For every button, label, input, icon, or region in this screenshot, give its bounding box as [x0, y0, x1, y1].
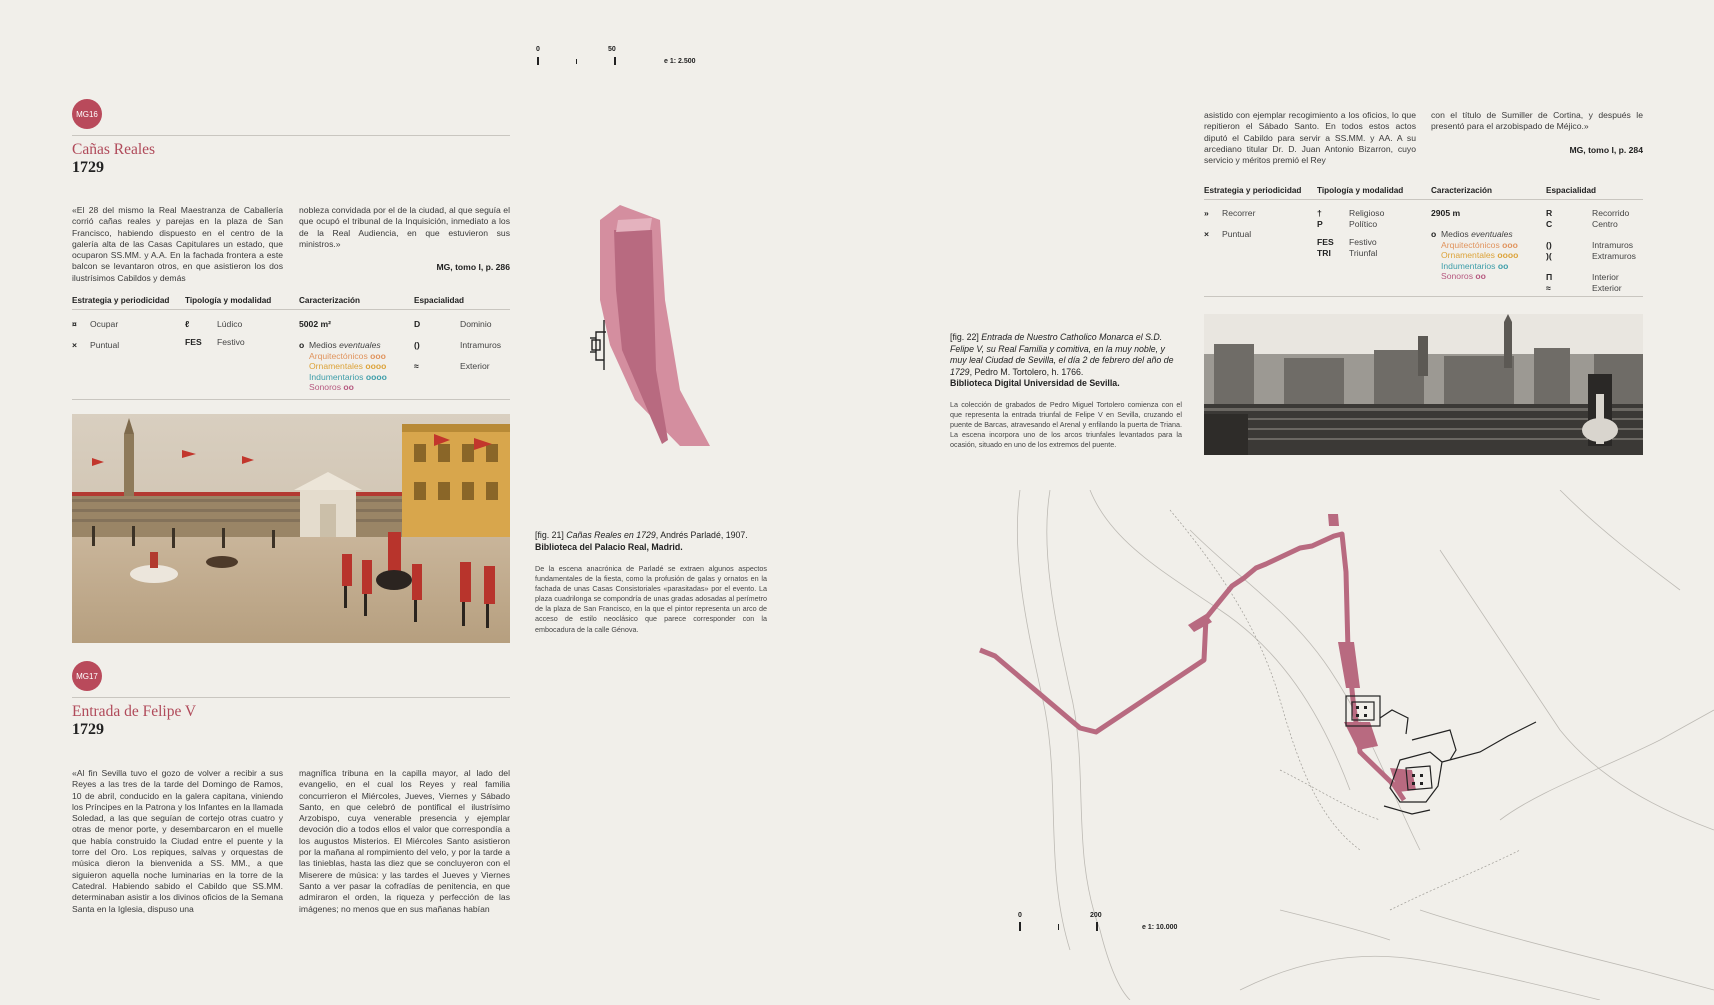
quote-column-4: con el título de Sumiller de Cortina, y después le presentó para el arzobispado de Méjico.»	[1431, 110, 1643, 132]
caracterizacion-area: 2905 m	[1431, 208, 1461, 218]
divider	[72, 309, 510, 310]
scale-ratio: e 1: 2.500	[664, 58, 696, 65]
caracterizacion-medios: o Medios eventuales Arquitectónicos ooo Ornamentales oooo Indumentarios oo Sonoros oo	[1431, 229, 1519, 282]
quote-reference: MG, tomo I, p. 284	[1569, 145, 1643, 155]
espacialidad-interior: Π Interior	[1546, 272, 1619, 282]
fig22-caption: [fig. 22] Entrada de Nuestro Catholico Monarca el S.D. Felipe V, su Real Familia y comitiva, en la muy noble, y muy leal Ciudad de Sevilla, el día 2 de febrero del año de 1729, Pedro M. Tortolero, h. 1766. Biblioteca Digital Universidad de Sevilla.	[950, 332, 1174, 388]
espacialidad-intramuros: () Intramuros	[1546, 240, 1634, 250]
header-tipologia: Tipología y modalidad	[185, 296, 272, 305]
scale-zero: 0	[1018, 912, 1022, 919]
estrategia-recorrer: » Recorrer	[1204, 208, 1256, 218]
mg16-badge: MG16	[72, 99, 102, 129]
fig21-text: De la escena anacrónica de Parladé se extraen algunos aspectos fundamentales de la fiesta, como la profusión de galas y ornatos en la fachada de unas Casas Consistoriales «parasitadas» por el evento. La plaza cuadrilonga se compondría de unas gradas adosadas al perímetro de la plaza de San Francisco, en la que el pintor representa un arco de acceso de estilo neoclásico que parece corresponder con la embocadura de la calle Génova.	[535, 564, 767, 634]
header-tipologia: Tipología y modalidad	[1317, 186, 1404, 195]
header-espacialidad: Espacialidad	[1546, 186, 1597, 195]
plan-plaza-san-francisco	[590, 200, 730, 450]
header-espacialidad: Espacialidad	[414, 296, 465, 305]
espacialidad-centro: C Centro	[1546, 219, 1618, 229]
divider	[1204, 296, 1643, 297]
quote-column-3: asistido con ejemplar recogimiento a los oficios, lo que repitieron el Sábado Santo. En todos estos actos diputó el Cabildo para servir a SS.MM. y AA. A su arcediano titular Dr. D. Juan Antonio Bizarron, cuyo servicio y méritos premió el Rey	[1204, 110, 1416, 166]
estrategia-puntual: × Puntual	[1204, 229, 1252, 239]
scale-bar-top	[536, 46, 696, 66]
quote-column-1: «El 28 del mismo la Real Maestranza de Caballería corrió cañas reales y parejas en la plaza de San Francisco, habiendo dispuesto en el centro de la galería alta de las Casas Capitulares un estado, que ocuparon SS.MM. y A.A. En la fachada frontera a este balcon se levantaron otros, en que asistieron los dos ilustrísimos Cabildos y demás	[72, 205, 283, 283]
scale-mid: 50	[608, 46, 616, 53]
divider	[1204, 199, 1643, 200]
espacialidad-intramuros: () Intramuros	[414, 340, 502, 350]
divider	[72, 135, 510, 136]
section-year: 1729	[72, 159, 104, 176]
espacialidad-exterior: ≈ Exterior	[1546, 283, 1622, 293]
engraving-entrada-felipe-v	[1204, 314, 1643, 455]
quote-reference: MG, tomo I, p. 286	[436, 262, 510, 272]
caracterizacion-area: 5002 m²	[299, 319, 332, 329]
header-estrategia: Estrategia y periodicidad	[1204, 186, 1302, 195]
espacialidad-recorrido: R Recorrido	[1546, 208, 1630, 218]
section-title: Cañas Reales	[72, 141, 156, 158]
header-caracterizacion: Caracterización	[299, 296, 360, 305]
mg17-badge: MG17	[72, 661, 102, 691]
scale-bar-bottom	[1018, 912, 1188, 932]
espacialidad-exterior: ≈ Exterior	[414, 361, 490, 371]
tipologia-festivo: FES Festivo	[185, 337, 245, 347]
espacialidad-dominio: D Dominio	[414, 319, 492, 329]
tipologia-triunfal: TRI Triunfal	[1317, 248, 1378, 258]
section-title: Entrada de Felipe V	[72, 703, 197, 720]
header-estrategia: Estrategia y periodicidad	[72, 296, 170, 305]
painting-canas-reales	[72, 414, 510, 643]
section-year: 1729	[72, 721, 104, 738]
estrategia-puntual: × Puntual	[72, 340, 120, 350]
estrategia-ocupar: ¤ Ocupar	[72, 319, 119, 329]
quote-column-2: nobleza convidada por el de la ciudad, al que seguía el que ocupó el tribunal de la Inquisición, inmediato a los de la Real Audiencia, en que estuvieron sus ministros.»	[299, 205, 510, 249]
tipologia-politico: P Político	[1317, 219, 1378, 229]
fig21-caption: [fig. 21] Cañas Reales en 1729, Andrés Parladé, 1907. Biblioteca del Palacio Real, Madrid.	[535, 530, 748, 552]
fig22-text: La colección de grabados de Pedro Miguel Tortolero comienza con el que representa la entrada triunfal de Felipe V en Sevilla, cruzando el puente de Barcas, atravesando el Arenal y enfilando la puerta de Triana. La escena incorpora uno de los arcos triunfales levantados para la ocasión, situado en uno de los extremos del puente.	[950, 400, 1182, 450]
scale-zero: 0	[536, 46, 540, 53]
scale-mid: 200	[1090, 912, 1102, 919]
caracterizacion-medios: o Medios eventuales Arquitectónicos ooo Ornamentales oooo Indumentarios oooo Sonoros oo	[299, 340, 387, 393]
quote-column-2: magnífica tribuna en la capilla mayor, al lado del evangelio, en el cual los Reyes y real familia concurrieron el Miércoles, Jueves, Viernes y Sábado Santo, en que celebró de pontifical el ilustrísimo Arzobispo, cuya venerable presencia y ejemplar devoción dio a todos ellos el valor que correspondía a los augustos Misterios. El Miércoles Santo asistieron por la mañana al rompimiento del velo, y por la tarde a las tinieblas, hasta las diez que se concluyeron con el Miserere de música: y las tardes el Jueves y Viernes Santo a ver pasar la cofradías de penitencia, en que admiraron el orden, la riqueza y perfección de las imágenes; no menos que en sus mañanas habían	[299, 768, 510, 914]
tipologia-festivo: FES Festivo	[1317, 237, 1377, 247]
scale-ratio: e 1: 10.000	[1142, 924, 1178, 931]
tipologia-religioso: † Religioso	[1317, 208, 1385, 218]
espacialidad-extramuros: )( Extramuros	[1546, 251, 1636, 261]
divider	[72, 697, 510, 698]
header-caracterizacion: Caracterización	[1431, 186, 1492, 195]
divider	[72, 399, 510, 400]
quote-column-1: «Al fin Sevilla tuvo el gozo de volver a recibir a sus Reyes a las tres de la tarde del Domingo de Ramos, 10 de abril, conducido en la galera capitana, viniendo los Príncipes en la Patrona y los Infantes en la llamada Soledad, a las que seguían de cortejo otras cuatro y otras de menor porte, y desembarcaron en el muelle que había construido la Ciudad entre el puente y la torre del Oro. Los repiques, salvas y orquestas de música dieron la bienvenida a SS. MM., a que siguieron aquella noche luminarias en la torre de la Catedral. Habiendo sabido el Cabildo que SS.MM. determinaban asistir a los divinos oficios de la Semana Santa en la Iglesia, dispuso una	[72, 768, 283, 914]
tipologia-ludico: ℓ Lúdico	[185, 319, 243, 329]
